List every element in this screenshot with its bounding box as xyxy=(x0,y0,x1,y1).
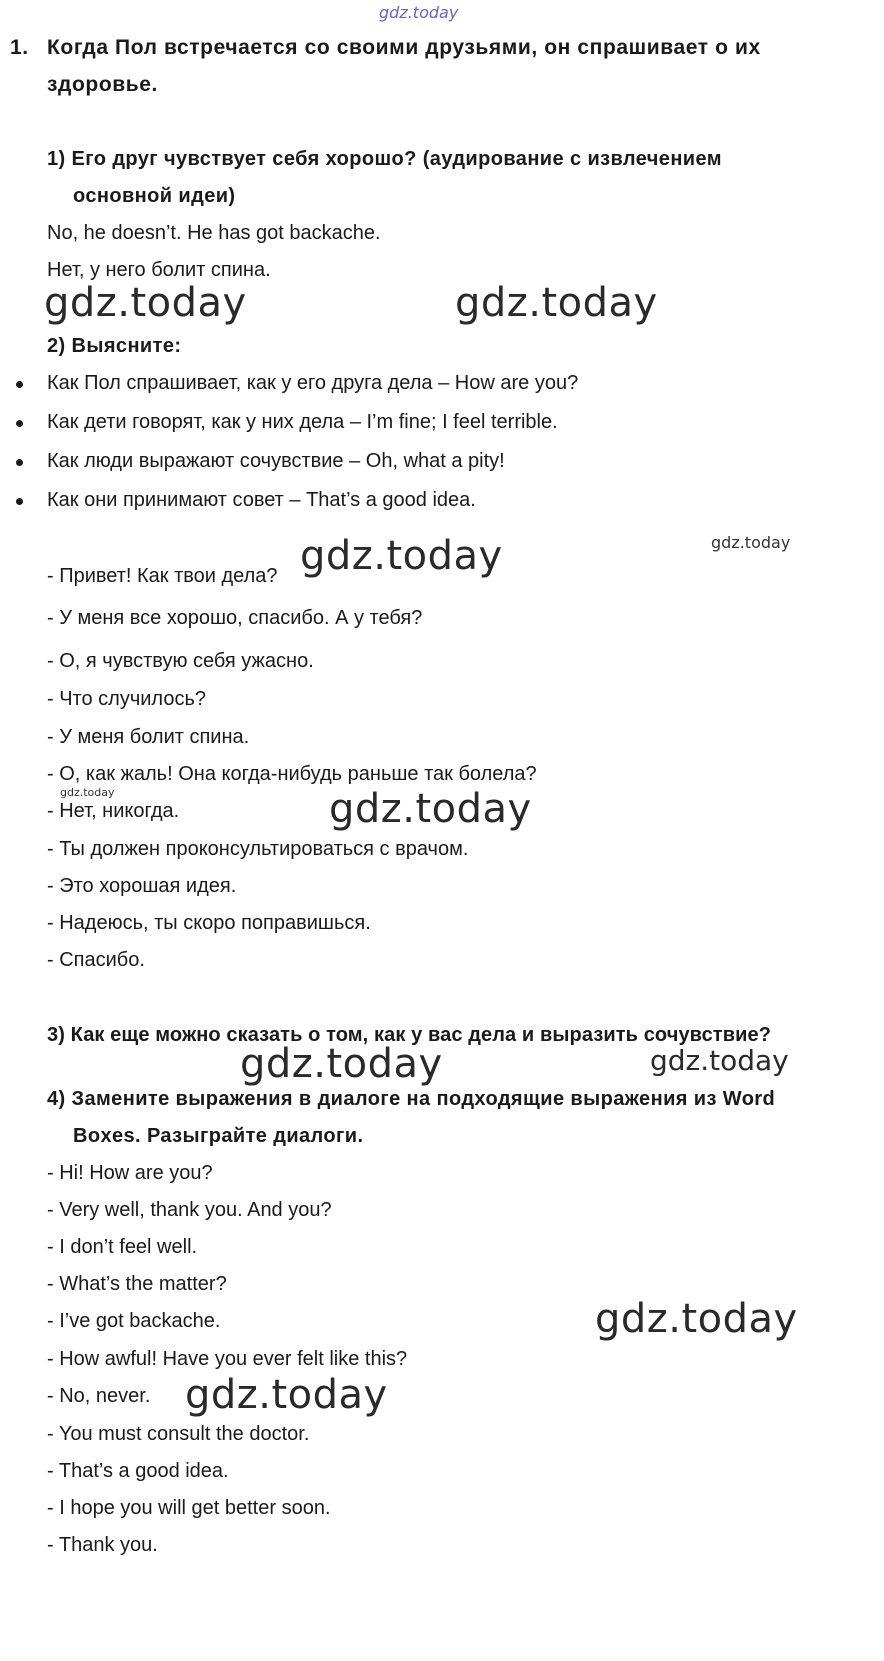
watermark: gdz.today xyxy=(300,533,503,579)
task-number: 1. xyxy=(10,36,29,59)
bullet-icon xyxy=(16,498,23,505)
watermark: gdz.today xyxy=(455,280,658,326)
watermark: gdz.today xyxy=(711,533,791,552)
watermark: gdz.today xyxy=(240,1041,443,1087)
watermark: gdz.today xyxy=(595,1296,798,1342)
part1-answer-ru: Нет, у него болит спина. xyxy=(47,259,271,281)
part2-dialogue-line: - Что случилось? xyxy=(47,688,206,710)
part2-bullet: Как они принимают совет – That’s a good idea. xyxy=(47,489,476,511)
part4-dialogue-line: - How awful! Have you ever felt like this? xyxy=(47,1348,408,1370)
part2-dialogue-line: - Надеюсь, ты скоро поправишься. xyxy=(47,912,371,934)
part4-dialogue-line: - I hope you will get better soon. xyxy=(47,1497,331,1519)
part4-dialogue-line: - That’s a good idea. xyxy=(47,1460,229,1482)
part4-heading-line1: 4) Замените выражения в диалоге на подходящие выражения из Word xyxy=(47,1088,776,1110)
watermark: gdz.today xyxy=(650,1044,789,1077)
part4-dialogue-line: - Hi! How are you? xyxy=(47,1162,213,1184)
part1-heading-line2: основной идеи) xyxy=(73,185,236,207)
part4-dialogue-line: - You must consult the doctor. xyxy=(47,1423,310,1445)
part2-dialogue-line: - У меня все хорошо, спасибо. А у тебя? xyxy=(47,607,423,629)
part4-dialogue-line: - What’s the matter? xyxy=(47,1273,227,1295)
part2-dialogue-line: - Нет, никогда. xyxy=(47,800,180,822)
task-title-line1: Когда Пол встречается со своими друзьями, он спрашивает о их xyxy=(47,36,761,59)
watermark: gdz.today xyxy=(329,786,532,832)
part2-dialogue-line: - Ты должен проконсультироваться с врачом. xyxy=(47,838,469,860)
part2-dialogue-line: - У меня болит спина. xyxy=(47,726,250,748)
part2-dialogue-line: - Это хорошая идея. xyxy=(47,875,237,897)
part4-dialogue-line: - I’ve got backache. xyxy=(47,1310,221,1332)
part4-heading-line2: Boxes. Разыграйте диалоги. xyxy=(73,1125,364,1147)
part2-dialogue-line: - Привет! Как твои дела? xyxy=(47,565,278,587)
part4-dialogue-line: - Thank you. xyxy=(47,1534,158,1556)
part4-dialogue-line: - No, never. xyxy=(47,1385,151,1407)
part4-dialogue-line: - Very well, thank you. And you? xyxy=(47,1199,332,1221)
bullet-icon xyxy=(16,459,23,466)
part2-bullet: Как Пол спрашивает, как у его друга дела – How are you? xyxy=(47,372,579,394)
part2-bullet: Как дети говорят, как у них дела – I’m fine; I feel terrible. xyxy=(47,411,558,433)
watermark: gdz.today xyxy=(60,786,115,799)
part3-heading: 3) Как еще можно сказать о том, как у вас дела и выразить сочувствие? xyxy=(47,1024,772,1046)
watermark-top: gdz.today xyxy=(379,3,459,22)
part2-heading: 2) Выясните: xyxy=(47,335,182,357)
part2-dialogue-line: - О, как жаль! Она когда-нибудь раньше так болела? xyxy=(47,763,537,785)
bullet-icon xyxy=(16,420,23,427)
part1-heading-line1: 1) Его друг чувствует себя хорошо? (аудирование с извлечением xyxy=(47,148,722,170)
task-title-line2: здоровье. xyxy=(47,73,158,96)
part4-dialogue-line: - I don’t feel well. xyxy=(47,1236,198,1258)
part2-dialogue-line: - О, я чувствую себя ужасно. xyxy=(47,650,314,672)
bullet-icon xyxy=(16,381,23,388)
watermark: gdz.today xyxy=(44,280,247,326)
part2-dialogue-line: - Спасибо. xyxy=(47,949,145,971)
part1-answer-en: No, he doesn’t. He has got backache. xyxy=(47,222,381,244)
watermark: gdz.today xyxy=(185,1372,388,1418)
part2-bullet: Как люди выражают сочувствие – Oh, what a pity! xyxy=(47,450,505,472)
